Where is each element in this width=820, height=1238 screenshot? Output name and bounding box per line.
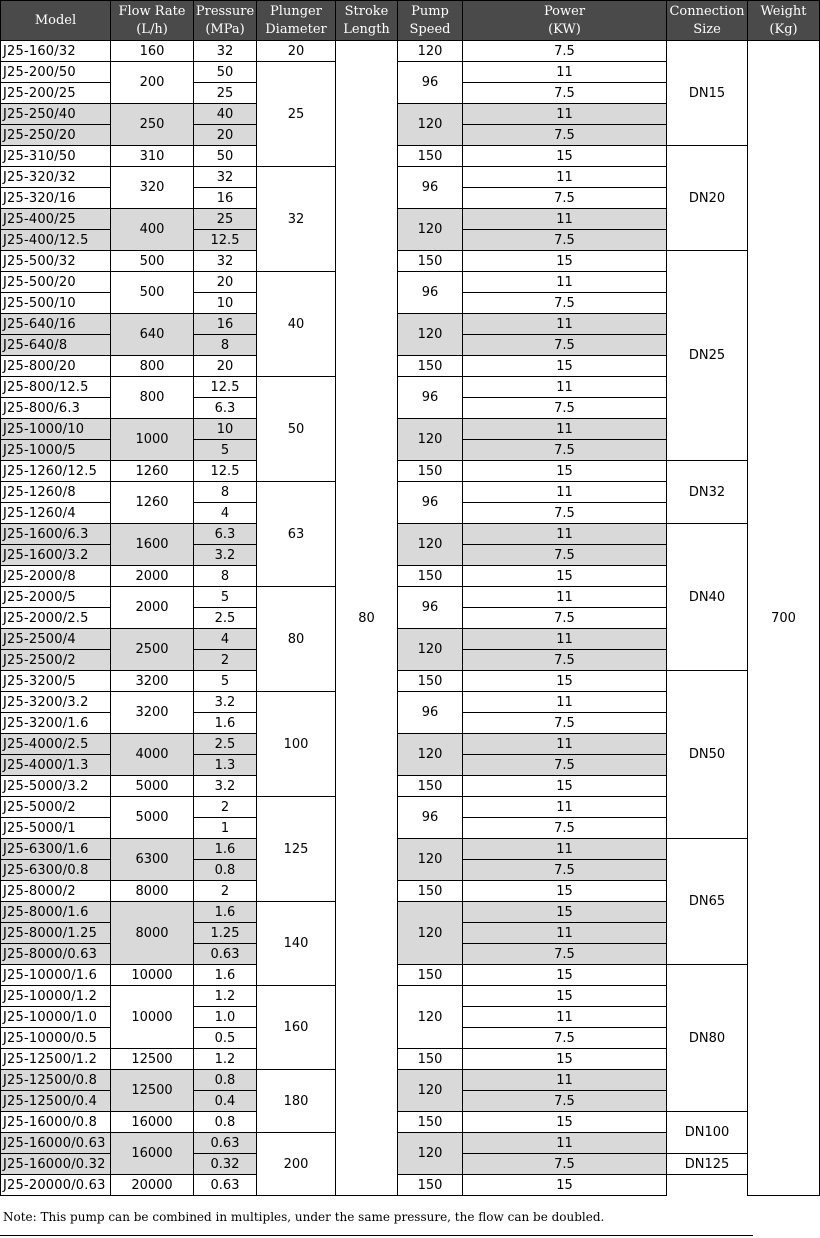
- pressure-cell: 50: [194, 146, 257, 167]
- model-cell: J25-1000/10: [1, 419, 111, 440]
- model-cell: J25-640/16: [1, 314, 111, 335]
- flow-rate-cell: 2000: [111, 566, 194, 587]
- pump-speed-cell: 150: [398, 965, 463, 986]
- flow-rate-cell: 5000: [111, 776, 194, 797]
- flow-rate-cell: 250: [111, 104, 194, 146]
- flow-rate-cell: 1000: [111, 419, 194, 461]
- table-row: [1, 1175, 820, 1196]
- pressure-cell: 8: [194, 335, 257, 356]
- pressure-cell: 0.32: [194, 1154, 257, 1175]
- model-cell: J25-500/32: [1, 251, 111, 272]
- header-flow-rate: Flow Rate (L/h): [111, 1, 194, 41]
- model-cell: J25-250/20: [1, 125, 111, 146]
- flow-rate-cell: 20000: [111, 1175, 194, 1196]
- pressure-cell: 2: [194, 881, 257, 902]
- table-row: [1, 461, 820, 482]
- table-row: [1, 251, 820, 272]
- flow-rate-cell: 200: [111, 62, 194, 104]
- power-cell: 7.5: [463, 230, 667, 251]
- power-cell: 11: [463, 104, 667, 125]
- flow-rate-cell: 12500: [111, 1070, 194, 1112]
- model-cell: J25-4000/2.5: [1, 734, 111, 755]
- plunger-diameter-cell: 32: [257, 167, 336, 272]
- table-row: [1, 146, 820, 167]
- power-cell: 7.5: [463, 608, 667, 629]
- pump-speed-cell: 150: [398, 566, 463, 587]
- model-cell: J25-4000/1.3: [1, 755, 111, 776]
- model-cell: J25-640/8: [1, 335, 111, 356]
- model-cell: J25-5000/2: [1, 797, 111, 818]
- model-cell: J25-20000/0.63: [1, 1175, 111, 1196]
- pressure-cell: 4: [194, 629, 257, 650]
- pressure-cell: 3.2: [194, 776, 257, 797]
- connection-size-cell: DN50: [667, 671, 748, 839]
- header-pump-speed: Pump Speed: [398, 1, 463, 41]
- flow-rate-cell: 5000: [111, 797, 194, 839]
- plunger-diameter-cell: 100: [257, 692, 336, 797]
- pressure-cell: 1.0: [194, 1007, 257, 1028]
- flow-rate-cell: 10000: [111, 965, 194, 986]
- pump-speed-cell: 120: [398, 1070, 463, 1112]
- pump-speed-cell: 150: [398, 776, 463, 797]
- power-cell: 15: [463, 146, 667, 167]
- pressure-cell: 1.6: [194, 902, 257, 923]
- power-cell: 15: [463, 902, 667, 923]
- flow-rate-cell: 12500: [111, 1049, 194, 1070]
- power-cell: 15: [463, 461, 667, 482]
- model-cell: J25-800/20: [1, 356, 111, 377]
- power-cell: 7.5: [463, 713, 667, 734]
- pressure-cell: 6.3: [194, 398, 257, 419]
- pressure-cell: 2.5: [194, 608, 257, 629]
- model-cell: J25-12500/0.8: [1, 1070, 111, 1091]
- model-cell: J25-2000/8: [1, 566, 111, 587]
- power-cell: 15: [463, 566, 667, 587]
- model-cell: J25-800/12.5: [1, 377, 111, 398]
- pressure-cell: 0.8: [194, 860, 257, 881]
- power-cell: 11: [463, 419, 667, 440]
- model-cell: J25-1260/4: [1, 503, 111, 524]
- power-cell: 11: [463, 209, 667, 230]
- flow-rate-cell: 8000: [111, 881, 194, 902]
- pressure-cell: 5: [194, 587, 257, 608]
- power-cell: 11: [463, 1133, 667, 1154]
- table-row: [1, 839, 820, 860]
- pressure-cell: 1.6: [194, 839, 257, 860]
- flow-rate-cell: 1260: [111, 461, 194, 482]
- pump-speed-cell: 150: [398, 461, 463, 482]
- flow-rate-cell: 320: [111, 167, 194, 209]
- pressure-cell: 0.5: [194, 1028, 257, 1049]
- power-cell: 11: [463, 734, 667, 755]
- flow-rate-cell: 160: [111, 41, 194, 62]
- power-cell: 11: [463, 377, 667, 398]
- flow-rate-cell: 800: [111, 356, 194, 377]
- pressure-cell: 32: [194, 251, 257, 272]
- plunger-diameter-cell: 25: [257, 62, 336, 167]
- power-cell: 7.5: [463, 125, 667, 146]
- pump-speed-cell: 96: [398, 62, 463, 104]
- pump-speed-cell: 120: [398, 419, 463, 461]
- pump-speed-cell: 150: [398, 1112, 463, 1133]
- model-cell: J25-10000/1.2: [1, 986, 111, 1007]
- power-cell: 7.5: [463, 944, 667, 965]
- model-cell: J25-1000/5: [1, 440, 111, 461]
- flow-rate-cell: 400: [111, 209, 194, 251]
- flow-rate-cell: 6300: [111, 839, 194, 881]
- pressure-cell: 3.2: [194, 692, 257, 713]
- pump-speed-cell: 120: [398, 839, 463, 881]
- pressure-cell: 16: [194, 188, 257, 209]
- pressure-cell: 12.5: [194, 230, 257, 251]
- pump-speed-cell: 120: [398, 629, 463, 671]
- model-cell: J25-8000/2: [1, 881, 111, 902]
- pressure-cell: 0.63: [194, 1175, 257, 1196]
- plunger-diameter-cell: 200: [257, 1133, 336, 1196]
- power-cell: 7.5: [463, 440, 667, 461]
- model-cell: J25-310/50: [1, 146, 111, 167]
- pressure-cell: 12.5: [194, 377, 257, 398]
- connection-size-cell: DN25: [667, 251, 748, 461]
- power-cell: 7.5: [463, 818, 667, 839]
- pressure-cell: 2.5: [194, 734, 257, 755]
- plunger-diameter-cell: 140: [257, 902, 336, 986]
- connection-size-cell: DN32: [667, 461, 748, 524]
- pressure-cell: 12.5: [194, 461, 257, 482]
- power-cell: 15: [463, 965, 667, 986]
- power-cell: 7.5: [463, 41, 667, 62]
- pump-speed-cell: 150: [398, 251, 463, 272]
- pressure-cell: 40: [194, 104, 257, 125]
- model-cell: J25-6300/1.6: [1, 839, 111, 860]
- pump-speed-cell: 96: [398, 692, 463, 734]
- power-cell: 7.5: [463, 83, 667, 104]
- power-cell: 7.5: [463, 860, 667, 881]
- pressure-cell: 10: [194, 419, 257, 440]
- connection-size-cell: DN100: [667, 1112, 748, 1154]
- pump-speed-cell: 120: [398, 524, 463, 566]
- model-cell: J25-10000/0.5: [1, 1028, 111, 1049]
- pump-speed-cell: 120: [398, 902, 463, 965]
- model-cell: J25-2000/2.5: [1, 608, 111, 629]
- connection-size-cell: DN80: [667, 965, 748, 1112]
- header-pressure: Pressure (MPa): [194, 1, 257, 41]
- power-cell: 15: [463, 671, 667, 692]
- flow-rate-cell: 500: [111, 251, 194, 272]
- pressure-cell: 1.2: [194, 986, 257, 1007]
- flow-rate-cell: 500: [111, 272, 194, 314]
- model-cell: J25-800/6.3: [1, 398, 111, 419]
- header-power: Power (KW): [463, 1, 667, 41]
- power-cell: 7.5: [463, 1091, 667, 1112]
- model-cell: J25-1600/6.3: [1, 524, 111, 545]
- pressure-cell: 1.6: [194, 713, 257, 734]
- power-cell: 7.5: [463, 503, 667, 524]
- model-cell: J25-320/32: [1, 167, 111, 188]
- header-connection-size: Connection Size: [667, 1, 748, 41]
- pump-speed-cell: 150: [398, 1049, 463, 1070]
- power-cell: 7.5: [463, 335, 667, 356]
- model-cell: J25-8000/1.25: [1, 923, 111, 944]
- power-cell: 7.5: [463, 293, 667, 314]
- connection-size-cell: DN125: [667, 1154, 748, 1175]
- table-row: [1, 671, 820, 692]
- plunger-diameter-cell: 160: [257, 986, 336, 1070]
- pump-speed-cell: 120: [398, 986, 463, 1049]
- pressure-cell: 6.3: [194, 524, 257, 545]
- pressure-cell: 0.8: [194, 1070, 257, 1091]
- power-cell: 7.5: [463, 545, 667, 566]
- pressure-cell: 16: [194, 314, 257, 335]
- pressure-cell: 0.63: [194, 1133, 257, 1154]
- model-cell: J25-10000/1.0: [1, 1007, 111, 1028]
- flow-rate-cell: 10000: [111, 986, 194, 1049]
- power-cell: 11: [463, 314, 667, 335]
- pressure-cell: 20: [194, 272, 257, 293]
- plunger-diameter-cell: 20: [257, 41, 336, 62]
- power-cell: 15: [463, 1175, 667, 1196]
- pump-speed-cell: 150: [398, 671, 463, 692]
- model-cell: J25-200/50: [1, 62, 111, 83]
- plunger-diameter-cell: 50: [257, 377, 336, 482]
- model-cell: J25-5000/1: [1, 818, 111, 839]
- pump-speed-cell: 120: [398, 314, 463, 356]
- plunger-diameter-cell: 63: [257, 482, 336, 587]
- flow-rate-cell: 640: [111, 314, 194, 356]
- pump-speed-cell: 96: [398, 587, 463, 629]
- plunger-diameter-cell: 125: [257, 797, 336, 902]
- power-cell: 15: [463, 1112, 667, 1133]
- table-row: [1, 524, 820, 545]
- power-cell: 7.5: [463, 650, 667, 671]
- model-cell: J25-400/12.5: [1, 230, 111, 251]
- model-cell: J25-2500/4: [1, 629, 111, 650]
- model-cell: J25-2500/2: [1, 650, 111, 671]
- footnote: Note: This pump can be combined in multiples, under the same pressure, the flow can be doubled.: [3, 1210, 605, 1224]
- header-stroke-length: Stroke Length: [336, 1, 398, 41]
- power-cell: 11: [463, 839, 667, 860]
- flow-rate-cell: 3200: [111, 692, 194, 734]
- stroke-length-cell: 80: [336, 41, 398, 1196]
- power-cell: 7.5: [463, 398, 667, 419]
- model-cell: J25-500/10: [1, 293, 111, 314]
- table-row: [1, 965, 820, 986]
- pressure-cell: 20: [194, 356, 257, 377]
- power-cell: 15: [463, 356, 667, 377]
- flow-rate-cell: 3200: [111, 671, 194, 692]
- plunger-diameter-cell: 40: [257, 272, 336, 377]
- pump-speed-cell: 150: [398, 146, 463, 167]
- pressure-cell: 0.8: [194, 1112, 257, 1133]
- power-cell: 11: [463, 692, 667, 713]
- header-weight: Weight (Kg): [748, 1, 820, 41]
- bottom-divider: [0, 1235, 753, 1236]
- pump-speed-cell: 150: [398, 1175, 463, 1196]
- power-cell: 11: [463, 587, 667, 608]
- header-model: Model: [1, 1, 111, 41]
- pressure-cell: 0.4: [194, 1091, 257, 1112]
- pressure-cell: 25: [194, 83, 257, 104]
- model-cell: J25-3200/3.2: [1, 692, 111, 713]
- pressure-cell: 20: [194, 125, 257, 146]
- power-cell: 7.5: [463, 755, 667, 776]
- pressure-cell: 1.3: [194, 755, 257, 776]
- pressure-cell: 8: [194, 566, 257, 587]
- pressure-cell: 32: [194, 167, 257, 188]
- model-cell: J25-3200/1.6: [1, 713, 111, 734]
- pump-speed-cell: 120: [398, 1133, 463, 1175]
- connection-size-cell: DN65: [667, 839, 748, 965]
- model-cell: J25-8000/0.63: [1, 944, 111, 965]
- model-cell: J25-2000/5: [1, 587, 111, 608]
- table-body: [1, 41, 820, 1196]
- flow-rate-cell: 16000: [111, 1133, 194, 1175]
- model-cell: J25-3200/5: [1, 671, 111, 692]
- power-cell: 15: [463, 776, 667, 797]
- pressure-cell: 50: [194, 62, 257, 83]
- model-cell: J25-320/16: [1, 188, 111, 209]
- header-plunger-diameter: Plunger Diameter: [257, 1, 336, 41]
- power-cell: 7.5: [463, 188, 667, 209]
- model-cell: J25-5000/3.2: [1, 776, 111, 797]
- flow-rate-cell: 2500: [111, 629, 194, 671]
- model-cell: J25-6300/0.8: [1, 860, 111, 881]
- pressure-cell: 1.2: [194, 1049, 257, 1070]
- model-cell: J25-8000/1.6: [1, 902, 111, 923]
- model-cell: J25-10000/1.6: [1, 965, 111, 986]
- power-cell: 15: [463, 1049, 667, 1070]
- plunger-diameter-cell: 180: [257, 1070, 336, 1133]
- pump-speed-cell: 120: [398, 734, 463, 776]
- connection-size-cell: DN20: [667, 146, 748, 251]
- power-cell: 11: [463, 923, 667, 944]
- table-row: [1, 1112, 820, 1133]
- model-cell: J25-160/32: [1, 41, 111, 62]
- model-cell: J25-1260/8: [1, 482, 111, 503]
- pressure-cell: 2: [194, 650, 257, 671]
- flow-rate-cell: 2000: [111, 587, 194, 629]
- flow-rate-cell: 1260: [111, 482, 194, 524]
- pump-speed-cell: 96: [398, 797, 463, 839]
- pressure-cell: 3.2: [194, 545, 257, 566]
- pump-speed-cell: 96: [398, 167, 463, 209]
- pressure-cell: 4: [194, 503, 257, 524]
- pressure-cell: 1.6: [194, 965, 257, 986]
- power-cell: 11: [463, 1070, 667, 1091]
- table-row: [1, 41, 820, 62]
- power-cell: 11: [463, 524, 667, 545]
- power-cell: 7.5: [463, 1028, 667, 1049]
- power-cell: 11: [463, 167, 667, 188]
- pump-speed-cell: 120: [398, 209, 463, 251]
- pressure-cell: 8: [194, 482, 257, 503]
- pump-speed-cell: 120: [398, 41, 463, 62]
- model-cell: J25-250/40: [1, 104, 111, 125]
- power-cell: 15: [463, 986, 667, 1007]
- power-cell: 15: [463, 251, 667, 272]
- connection-size-cell: DN40: [667, 524, 748, 671]
- flow-rate-cell: 310: [111, 146, 194, 167]
- model-cell: J25-200/25: [1, 83, 111, 104]
- pressure-cell: 25: [194, 209, 257, 230]
- pump-speed-cell: 96: [398, 272, 463, 314]
- pressure-cell: 5: [194, 440, 257, 461]
- pressure-cell: 2: [194, 797, 257, 818]
- model-cell: J25-1260/12.5: [1, 461, 111, 482]
- power-cell: 11: [463, 629, 667, 650]
- connection-size-cell: DN15: [667, 41, 748, 146]
- power-cell: 11: [463, 482, 667, 503]
- power-cell: 7.5: [463, 1154, 667, 1175]
- weight-cell: 700: [748, 41, 820, 1196]
- flow-rate-cell: 4000: [111, 734, 194, 776]
- pump-speed-cell: 120: [398, 104, 463, 146]
- pressure-cell: 1: [194, 818, 257, 839]
- flow-rate-cell: 8000: [111, 902, 194, 965]
- model-cell: J25-16000/0.63: [1, 1133, 111, 1154]
- model-cell: J25-12500/0.4: [1, 1091, 111, 1112]
- pump-speed-cell: 150: [398, 356, 463, 377]
- flow-rate-cell: 800: [111, 377, 194, 419]
- flow-rate-cell: 16000: [111, 1112, 194, 1133]
- pressure-cell: 0.63: [194, 944, 257, 965]
- pressure-cell: 10: [194, 293, 257, 314]
- model-cell: J25-400/25: [1, 209, 111, 230]
- power-cell: 15: [463, 881, 667, 902]
- model-cell: J25-1600/3.2: [1, 545, 111, 566]
- model-cell: J25-12500/1.2: [1, 1049, 111, 1070]
- power-cell: 11: [463, 272, 667, 293]
- model-cell: J25-16000/0.8: [1, 1112, 111, 1133]
- flow-rate-cell: 1600: [111, 524, 194, 566]
- pump-speed-cell: 96: [398, 482, 463, 524]
- pressure-cell: 32: [194, 41, 257, 62]
- power-cell: 11: [463, 1007, 667, 1028]
- power-cell: 11: [463, 797, 667, 818]
- pressure-cell: 1.25: [194, 923, 257, 944]
- pump-speed-cell: 96: [398, 377, 463, 419]
- model-cell: J25-16000/0.32: [1, 1154, 111, 1175]
- plunger-diameter-cell: 80: [257, 587, 336, 692]
- pump-speed-cell: 150: [398, 881, 463, 902]
- header-row: [1, 1, 820, 41]
- power-cell: 11: [463, 62, 667, 83]
- model-cell: J25-500/20: [1, 272, 111, 293]
- pressure-cell: 5: [194, 671, 257, 692]
